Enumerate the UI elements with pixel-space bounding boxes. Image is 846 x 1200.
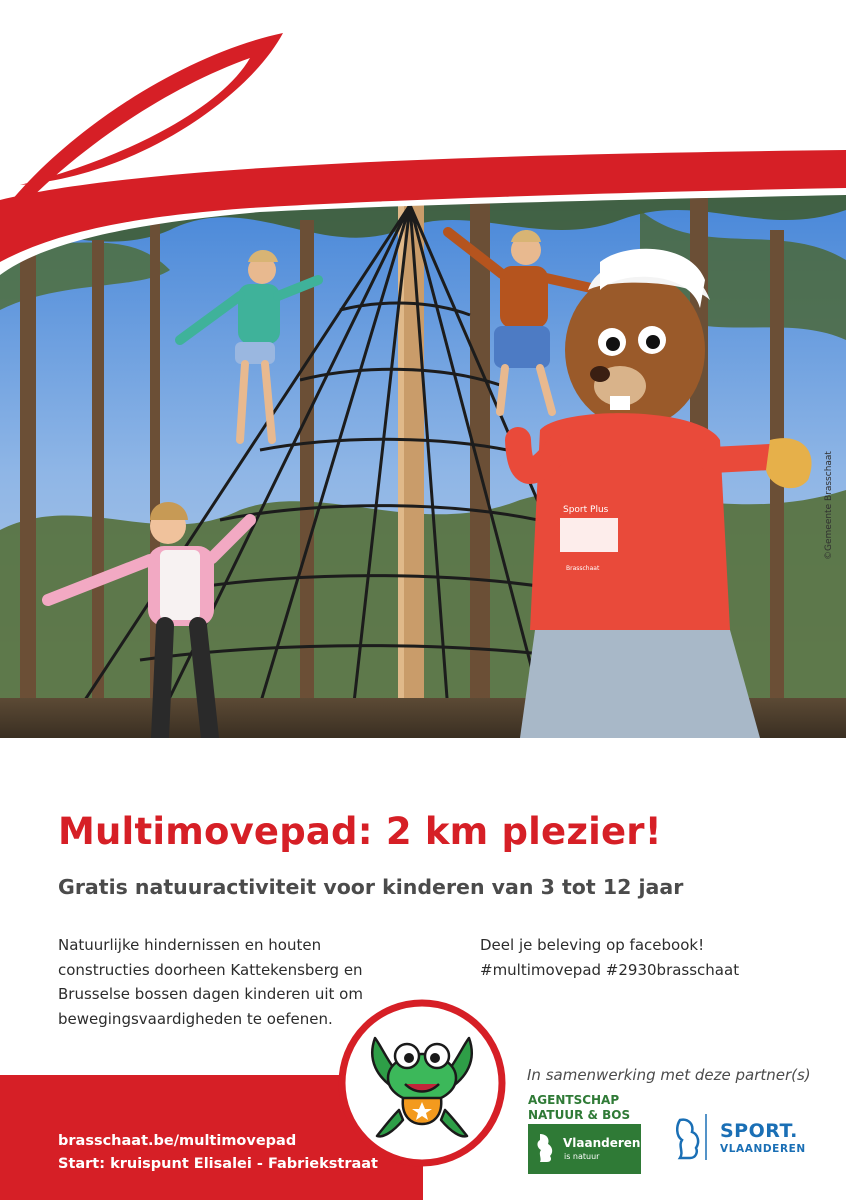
mascot-shirt-text: Sport Plus: [563, 505, 609, 515]
partner-note: In samenwerking met deze partner(s): [527, 1066, 811, 1084]
red-swoosh-decoration: [0, 0, 846, 290]
vlaanderen-tagline: is natuur: [564, 1152, 600, 1161]
sport-logo-sub: VLAANDEREN: [720, 1143, 806, 1155]
footer-start-location: Start: kruispunt Elisalei - Fabriekstraat: [58, 1156, 378, 1172]
sport-vlaanderen-lion-icon: [676, 1112, 716, 1162]
vlaanderen-name: Vlaanderen: [563, 1136, 641, 1150]
lion-icon: [534, 1132, 556, 1164]
page-subtitle: Gratis natuuractiviteit voor kinderen van 3 tot 12 jaar: [58, 875, 684, 899]
share-hashtags: #multimovepad #2930brasschaat: [480, 960, 740, 979]
footer-info: [58, 1130, 378, 1176]
anb-line2: NATUUR & BOS: [528, 1108, 631, 1122]
photo-credit: ©Gemeente Brasschaat: [824, 451, 834, 560]
footer-url-link[interactable]: brasschaat.be/multimovepad: [58, 1133, 297, 1149]
sport-logo-word: SPORT.: [720, 1120, 798, 1142]
anb-logo: [528, 1093, 630, 1123]
share-block: [480, 933, 739, 982]
page-title: Multimovepad: 2 km plezier!: [58, 810, 662, 853]
anb-line1: AGENTSCHAP: [528, 1093, 620, 1107]
mascot-shirt-sub: Brasschaat: [566, 565, 600, 572]
frog-mascot-icon: [337, 998, 507, 1168]
description-text: Natuurlijke hindernissen en houten constructies doorheen Kattekensberg en Brusselse bossen dagen kinderen uit om bewegingsvaardigheden te oefenen.: [58, 936, 363, 1028]
share-line-facebook: Deel je beleving op facebook!: [480, 936, 705, 954]
